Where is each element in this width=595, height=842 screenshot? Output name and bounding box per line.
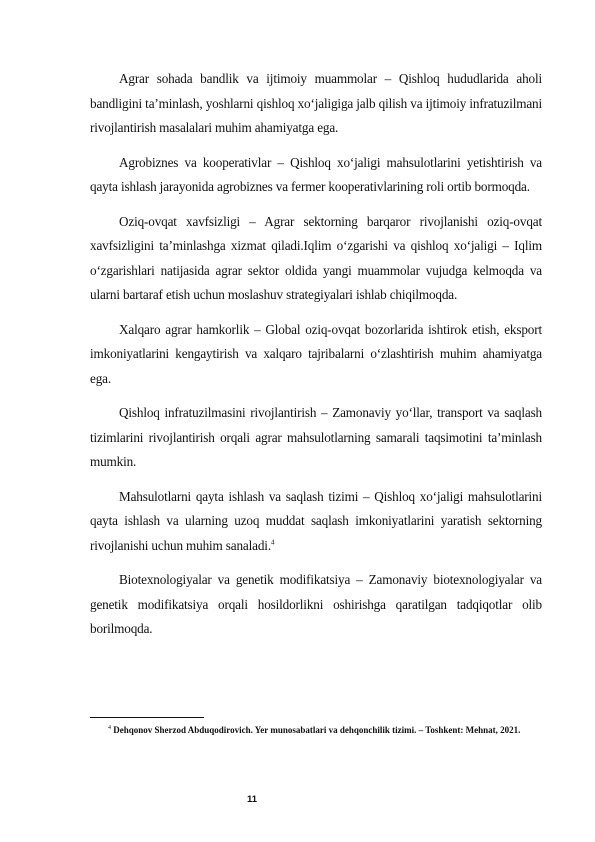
paragraph-xalqaro-hamkorlik: Xalqaro agrar hamkorlik – Global oziq-ovqat bozorlarida ishtirok etish, eksport imkoniyatlarini kengaytirish va xalqaro tajribalarni o‘zlashtirish muhim ahamiyatga ega.	[90, 321, 542, 386]
footnote-text: Dehqonov Sherzod Abduqodirovich. Yer munosabatlari va dehqonchilik tizimi. – Toshkent: Mehnat, 2021.	[113, 725, 521, 735]
paragraph-qayta-ishlash-text: Mahsulotlarni qayta ishlash va saqlash tizimi – Qishloq xo‘jaligi mahsulotlarini qayta ishlash va ularning uzoq muddat saqlash imkoniyatlarini yaratish sektorning rivojlanishi uchun muhim sanaladi.	[90, 488, 542, 553]
paragraph-infratuzilma: Qishloq infratuzilmasini rivojlantirish – Zamonaviy yo‘llar, transport va saqlash tizimlarini rivojlantirish orqali agrar mahsulotlarning samarali taqsimotini ta’minlash mumkin.	[90, 405, 542, 469]
footnote-separator	[90, 717, 204, 718]
footnote-mark: 4	[108, 725, 111, 731]
page-number: 11	[246, 794, 258, 805]
paragraph-agrobiznes: Agrobiznes va kooperativlar – Qishloq xo‘jaligi mahsulotlarini yetishtirish va qayta ishlash jarayonida agrobiznes va fermer kooperativlarining roli ortib bormoqda.	[90, 154, 542, 194]
paragraph-biotexnologiya: Biotexnologiyalar va genetik modifikatsiya – Zamonaviy biotexnologiyalar va genetik modifikatsiya orqali hosildorlikni oshirishga qaratilgan tadqiqotlar olib borilmoqda.	[90, 572, 542, 636]
paragraph-agrar-bandlik: Agrar sohada bandlik va ijtimoiy muammolar – Qishloq hududlarida aholi bandligini ta’minlash, yoshlarni qishloq xo‘jaligiga jalb qilish va ijtimoiy infratuzilmani rivojlantirish masalalari muhim ahamiyatga ega.	[90, 71, 542, 135]
body-text	[90, 67, 542, 652]
footnote	[108, 721, 542, 739]
paragraph-qayta-ishlash	[90, 485, 542, 559]
footnote-reference[interactable]: 4	[270, 538, 275, 547]
paragraph-oziq-ovqat: Oziq-ovqat xavfsizligi – Agrar sektorning barqaror rivojlanishi oziq-ovqat xavfsizligini ta’minlashga xizmat qiladi.Iqlim o‘zgarishi va qishloq xo‘jaligi – Iqlim o‘zgarishlari natijasida agrar sektor oldida yangi muammolar vujudga kelmoqda va ularni bartaraf etish uchun moslashuv strategiyalari ishlab chiqilmoqda.	[90, 213, 542, 302]
